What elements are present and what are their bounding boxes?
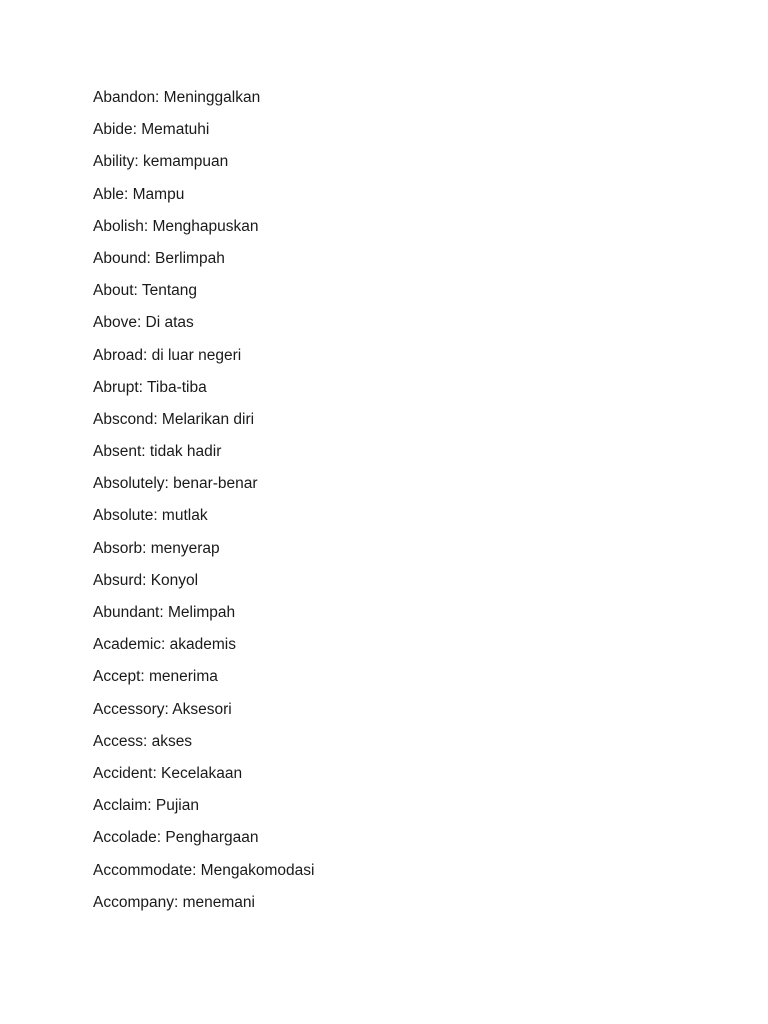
list-item: Abscond: Melarikan diri	[93, 410, 255, 428]
list-item: Abroad: di luar negeri	[93, 346, 242, 364]
list-item: Access: akses	[93, 732, 193, 750]
list-item: Abundant: Melimpah	[93, 604, 236, 621]
list-item: Absolutely: benar-benar	[93, 475, 258, 493]
list-item: Abandon: Meninggalkan	[93, 89, 261, 106]
list-item: Absolute: mutlak	[93, 507, 208, 525]
list-item: Accident: Kecelakaan	[93, 764, 243, 782]
list-item: Above: Di atas	[93, 314, 194, 332]
list-item: Abolish: Menghapuskan	[93, 217, 259, 235]
list-item: Accolade: Penghargaan	[93, 829, 259, 847]
list-item: Accommodate: Mengakomodasi	[93, 861, 315, 879]
list-item: Accompany: menemani	[93, 893, 255, 911]
list-item: Accept: menerima	[93, 668, 218, 686]
vocabulary-list	[93, 86, 314, 923]
list-item: Acclaim: Pujian	[93, 797, 199, 815]
list-item: Abide: Mematuhi	[93, 121, 210, 139]
list-item: Able: Mampu	[93, 185, 185, 203]
list-item: Ability: kemampuan	[93, 153, 229, 171]
list-item: About: Tentang	[93, 282, 197, 300]
list-item: Absorb: menyerap	[93, 539, 220, 557]
list-item: Accessory: Aksesori	[93, 700, 232, 718]
list-item: Academic: akademis	[93, 636, 237, 654]
list-item: Abrupt: Tiba-tiba	[93, 378, 207, 396]
list-item: Absent: tidak hadir	[93, 443, 222, 461]
list-item: Absurd: Konyol	[93, 571, 199, 589]
list-item: Abound: Berlimpah	[93, 249, 225, 267]
